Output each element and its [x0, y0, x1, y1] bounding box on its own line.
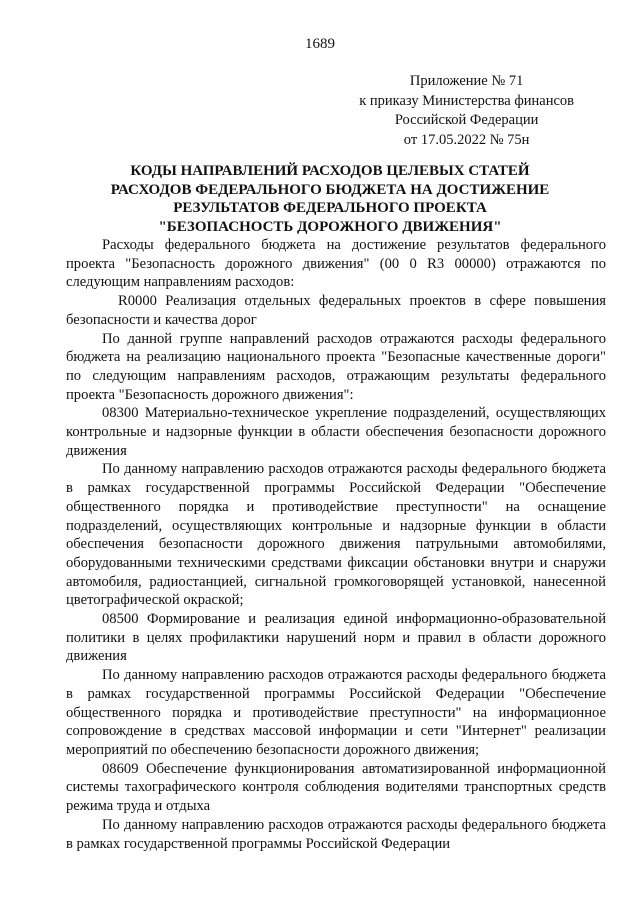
appendix-line: к приказу Министерства финансов [359, 92, 574, 109]
paragraph: По данному направлению расходов отражаются расходы федерального бюджета в рамках государственной программы Российской Федерации "Обеспечение общественного порядка и противодействие преступности" на оснащение подразделений, осуществляющих контрольные и надзорные функции в области обеспечения безопасности дорожного движения патрульными автомобилями, оборудованными техническими средствами фиксации обстановки внутри и снаружи автомобиля, радиостанцией, сигнальной громкоговорящей установкой, нанесенной цветографической окраской; [66, 461, 606, 609]
document-title [70, 162, 590, 236]
appendix-header [359, 72, 574, 150]
paragraph: По данному направлению расходов отражаются расходы федерального бюджета в рамках государственной программы Российской Федерации "Обеспечение общественного порядка и противодействие преступности" на информационное сопровождение в средствах массовой информации и сети "Интернет" реализации мероприятий по обеспечению безопасности дорожного движения; [66, 667, 606, 758]
expense-code-heading: 08609 Обеспечение функционирования автоматизированной информационной системы тахографического контроля соблюдения водителями транспортных средств режима труда и отдыха [66, 760, 606, 815]
appendix-line: Приложение № 71 [409, 73, 524, 89]
document-body [66, 236, 606, 853]
paragraph: Расходы федерального бюджета на достижение результатов федерального проекта "Безопасность дорожного движения" (00 0 R3 00000) отражаются по следующим направлениям расходов: [66, 237, 606, 291]
appendix-line: Российской Федерации [394, 112, 539, 128]
title-line: КОДЫ НАПРАВЛЕНИЙ РАСХОДОВ ЦЕЛЕВЫХ СТАТЕЙ [130, 163, 530, 179]
title-line: РАСХОДОВ ФЕДЕРАЛЬНОГО БЮДЖЕТА НА ДОСТИЖЕНИЕ [110, 181, 550, 198]
expense-code-heading: 08500 Формирование и реализация единой информационно-образовательной политики в целях профилактики нарушений норм и правил в области дорожного движения [66, 611, 606, 665]
title-line: "БЕЗОПАСНОСТЬ ДОРОЖНОГО ДВИЖЕНИЯ" [158, 218, 502, 235]
paragraph: По данной группе направлений расходов отражаются расходы федерального бюджета на реализацию национального проекта "Безопасные качественные дороги" по следующим направлениям расходов, отражающим результаты федерального проекта "Безопасность дорожного движения": [66, 330, 606, 403]
expense-code-heading: R0000 Реализация отдельных федеральных проектов в сфере повышения безопасности и качества дорог [66, 293, 606, 328]
title-line: РЕЗУЛЬТАТОВ ФЕДЕРАЛЬНОГО ПРОЕКТА [173, 200, 487, 216]
appendix-line: от 17.05.2022 № 75н [403, 131, 530, 148]
expense-code-heading: 08300 Материально-техническое укрепление подразделений, осуществляющих контрольные и надзорные функции в области обеспечения безопасности дорожного движения [66, 405, 606, 459]
paragraph: По данному направлению расходов отражаются расходы федерального бюджета в рамках государственной программы Российской Федерации [66, 816, 606, 852]
page-number: 1689 [305, 36, 335, 52]
